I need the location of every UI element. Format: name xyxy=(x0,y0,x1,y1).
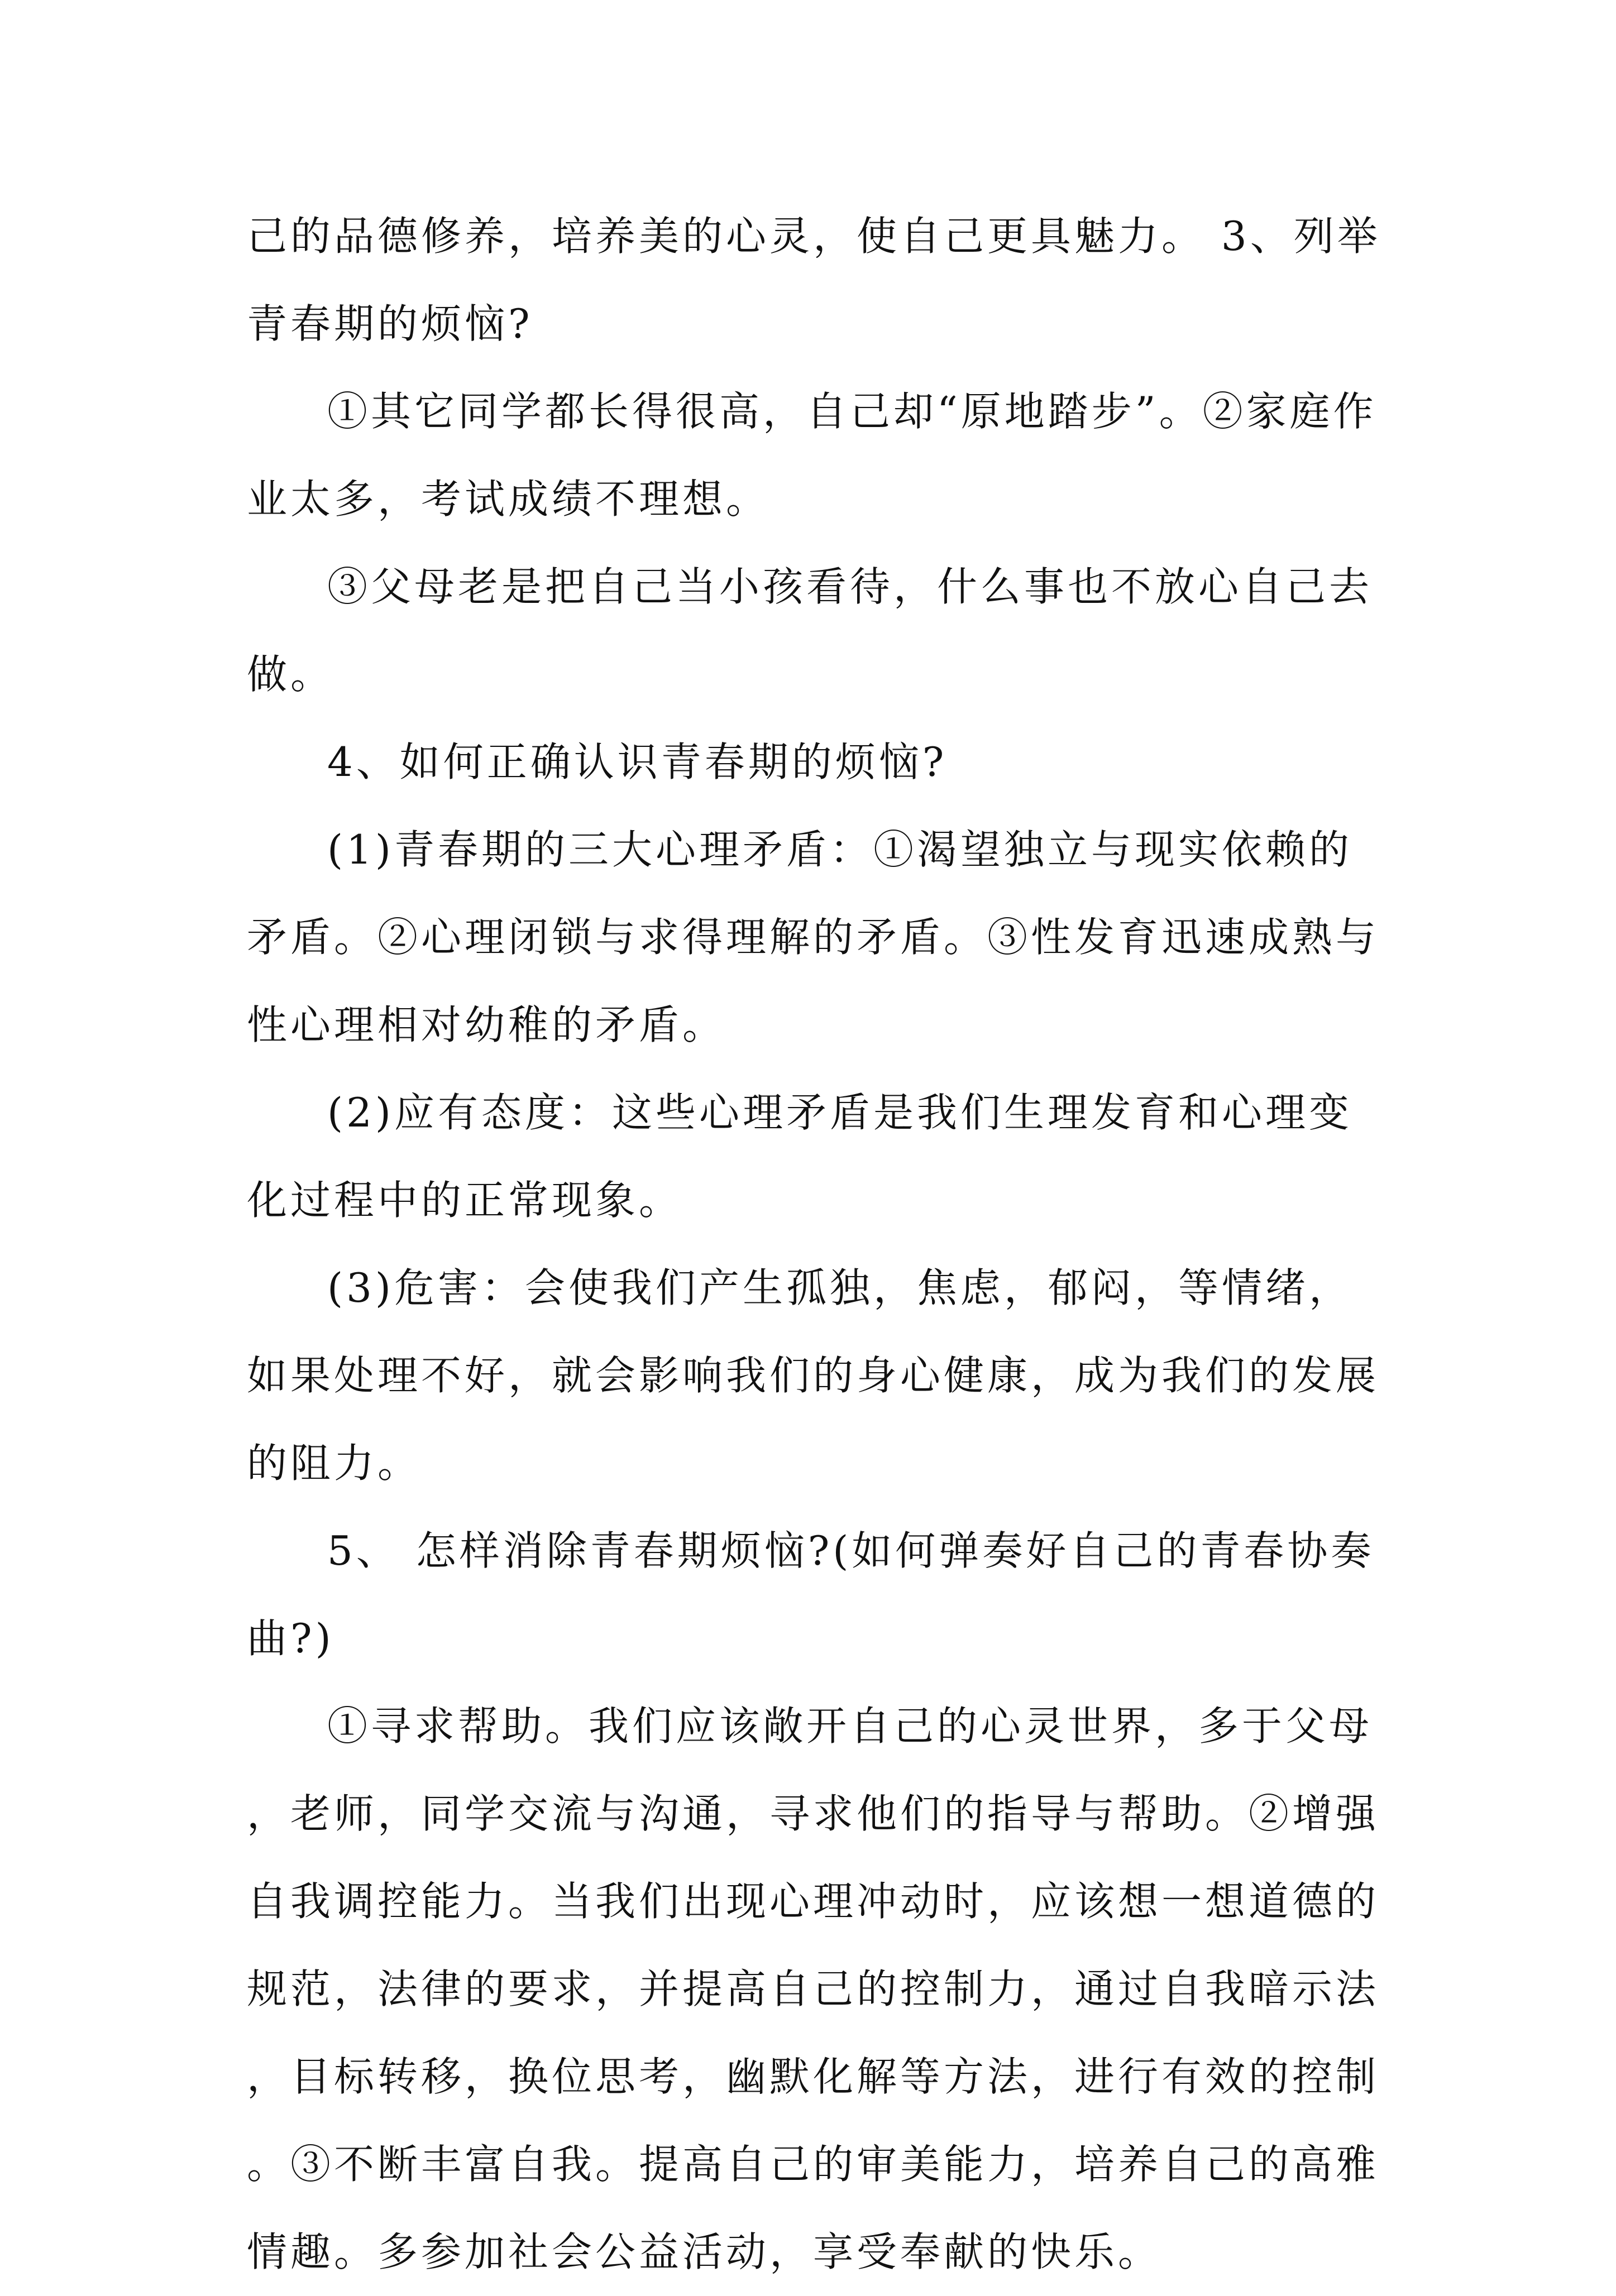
paragraph-continuation: 己的品德修养，培养美的心灵，使自己更具魅力。 3、列举青春期的烦恼? xyxy=(247,213,1381,347)
paragraph-question-4: 4、如何正确认识青春期的烦恼? xyxy=(327,739,948,785)
paragraph-question-5: 5、 怎样消除青春期烦恼?(如何弹奏好自己的青春协奏曲?) xyxy=(247,1527,1375,1662)
paragraph-worry-list-2: ③父母老是把自己当小孩看待，什么事也不放心自己去做。 xyxy=(247,563,1373,698)
paragraph-solutions: ①寻求帮助。我们应该敞开自己的心灵世界，多于父母，老师，同学交流与沟通，寻求他们的指导与帮助。②增强自我调控能力。当我们出现心理冲动时，应该想一想道德的规范，法律的要求，并提高自己的控制力，通过自我暗示法，目标转移，换位思考，幽默化解等方法，进行有效的控制。③不断丰富自我。提高自己的审美能力，培养自己的高雅情趣。多参加社会公益活动，享受奉献的快乐。 xyxy=(247,1703,1380,2275)
document-body xyxy=(247,193,1386,2296)
paragraph-harm: (3)危害：会使我们产生孤独，焦虑，郁闷，等情绪，如果处理不好，就会影响我们的身心健康，成为我们的发展的阻力。 xyxy=(247,1264,1380,1487)
paragraph-attitude: (2)应有态度：这些心理矛盾是我们生理发育和心理变化过程中的正常现象。 xyxy=(247,1089,1352,1224)
paragraph-contradictions: (1)青春期的三大心理矛盾：①渴望独立与现实依赖的矛盾。②心理闭锁与求得理解的矛盾。③性发育迅速成熟与性心理相对幼稚的矛盾。 xyxy=(247,826,1380,1048)
paragraph-worry-list-1: ①其它同学都长得很高，自己却“原地踏步”。②家庭作业太多，考试成绩不理想。 xyxy=(247,388,1377,523)
